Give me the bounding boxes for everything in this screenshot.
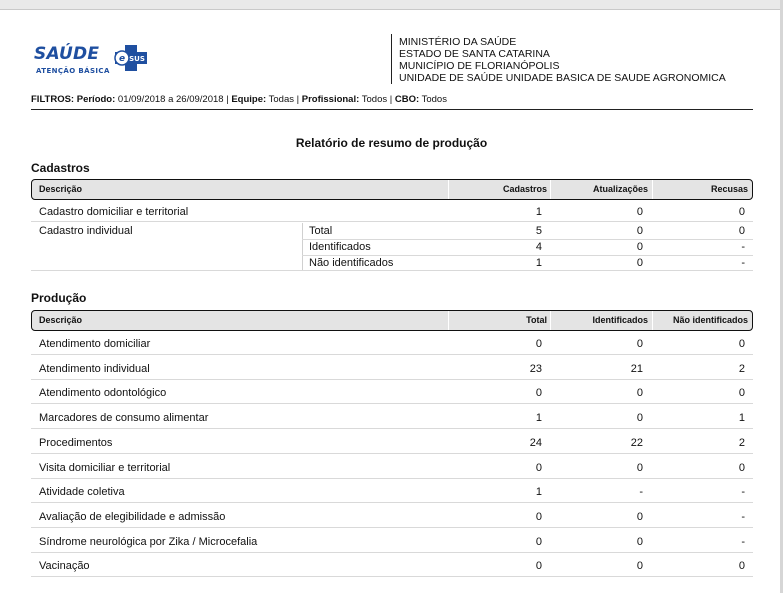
row-identificados: 0 (636, 387, 643, 400)
periodo-label: Período: (76, 94, 116, 105)
row-identificados: 0 (636, 535, 643, 548)
saude-esus-logo (34, 44, 154, 82)
logo-subtitle: ATENÇÃO BÁSICA (36, 67, 110, 75)
col-atualizacoes: Atualizações (592, 184, 648, 194)
row-identificados: 0 (636, 510, 643, 523)
row-atualizacoes: 0 (636, 225, 643, 237)
col-total: Total (526, 315, 547, 325)
row-nao-identificados: - (741, 510, 745, 523)
row-total: 0 (535, 560, 542, 573)
org-line: UNIDADE DE SAÚDE UNIDADE BASICA DE SAUDE AGRONOMICA (399, 72, 726, 84)
row-total: 0 (535, 387, 542, 400)
row-label: Vacinação (39, 560, 90, 573)
row-recusas: - (741, 257, 745, 269)
row-recusas: 0 (738, 225, 745, 237)
row-atualizacoes: 0 (636, 241, 643, 253)
row-total: 0 (535, 461, 542, 474)
row-atualizacoes: 0 (636, 206, 643, 218)
row-recusas: - (741, 241, 745, 253)
equipe-value: Todas (268, 94, 294, 105)
row-nao-identificados: 2 (738, 436, 745, 449)
profissional-label: Profissional: (301, 94, 360, 105)
section-cadastros-heading: Cadastros (31, 161, 90, 175)
logo-word: SAÚDE (34, 44, 100, 64)
viewer-top-bar (0, 0, 783, 10)
row-identificados: 0 (636, 461, 643, 474)
row-nao-identificados: 0 (738, 387, 745, 400)
row-total: 23 (529, 362, 542, 375)
col-descricao: Descrição (39, 184, 83, 194)
col-identificados: Identificados (592, 315, 648, 325)
producao-table-header (31, 310, 753, 331)
profissional-value: Todos (361, 94, 388, 105)
row-total: 0 (535, 535, 542, 548)
row-cadastros: 4 (535, 241, 542, 253)
svg-text:e: e (118, 54, 126, 64)
row-identificados: - (639, 486, 643, 499)
row-label: Cadastro domiciliar e territorial (39, 206, 189, 218)
filters-line: FILTROS: Período: 01/09/2018 a 26/09/2018 | Equipe: Todas | Profissional: Todos | CBO: Todos (31, 94, 447, 105)
section-producao-heading: Produção (31, 291, 87, 305)
row-label: Atividade coletiva (39, 486, 125, 499)
row-total: 1 (535, 486, 542, 499)
row-total: 0 (535, 510, 542, 523)
equipe-label: Equipe: (231, 94, 267, 105)
row-identificados: 0 (636, 560, 643, 573)
col-cadastros: Cadastros (502, 184, 547, 194)
row-nao-identificados: 0 (738, 461, 745, 474)
row-nao-identificados: - (741, 486, 745, 499)
row-nao-identificados: 1 (738, 412, 745, 425)
row-identificados: 0 (636, 338, 643, 350)
report-title: Relatório de resumo de produção (295, 136, 488, 150)
row-nao-identificados: - (741, 535, 745, 548)
row-nao-identificados: 0 (738, 338, 745, 350)
filters-divider (31, 109, 753, 110)
row-cadastros: 1 (535, 206, 542, 218)
svg-text:SUS: SUS (129, 55, 145, 63)
row-label: Avaliação de elegibilidade e admissão (39, 510, 226, 523)
organization-block (399, 36, 726, 84)
row-label: Síndrome neurológica por Zika / Microcefalia (39, 535, 258, 548)
row-identificados: 21 (630, 362, 643, 375)
row-label: Atendimento individual (39, 362, 150, 375)
row-identificados: 22 (630, 436, 643, 449)
row-label: Atendimento domiciliar (39, 338, 151, 350)
row-label: Procedimentos (39, 436, 113, 449)
row-total: 0 (535, 338, 542, 350)
cbo-label: CBO: (394, 94, 420, 105)
row-sublabel: Identificados (309, 241, 371, 253)
row-label: Cadastro individual (39, 225, 133, 237)
row-sublabel: Não identificados (309, 257, 394, 269)
header-divider (391, 34, 392, 84)
col-recusas: Recusas (710, 184, 748, 194)
row-atualizacoes: 0 (636, 257, 643, 269)
org-line: MUNICÍPIO DE FLORIANÓPOLIS (399, 60, 560, 72)
col-descricao: Descrição (39, 315, 83, 325)
row-nao-identificados: 2 (738, 362, 745, 375)
cadastros-table-header (31, 179, 753, 200)
periodo-value: 01/09/2018 a 26/09/2018 (117, 94, 224, 105)
filters-label: FILTROS: (31, 94, 75, 105)
row-nao-identificados: 0 (738, 560, 745, 573)
row-label: Atendimento odontológico (39, 387, 167, 400)
row-total: 1 (535, 412, 542, 425)
row-label: Marcadores de consumo alimentar (39, 412, 209, 425)
row-cadastros: 5 (535, 225, 542, 237)
org-line: ESTADO DE SANTA CATARINA (399, 48, 550, 60)
row-label: Visita domiciliar e territorial (39, 461, 171, 474)
row-sublabel: Total (309, 225, 333, 237)
row-total: 24 (529, 436, 542, 449)
row-recusas: 0 (738, 206, 745, 218)
org-line: MINISTÉRIO DA SAÚDE (399, 36, 517, 48)
row-cadastros: 1 (535, 257, 542, 269)
esus-cross-icon (113, 45, 149, 71)
cbo-value: Todos (421, 94, 447, 105)
row-identificados: 0 (636, 412, 643, 425)
col-nao-identificados: Não identificados (672, 315, 748, 325)
